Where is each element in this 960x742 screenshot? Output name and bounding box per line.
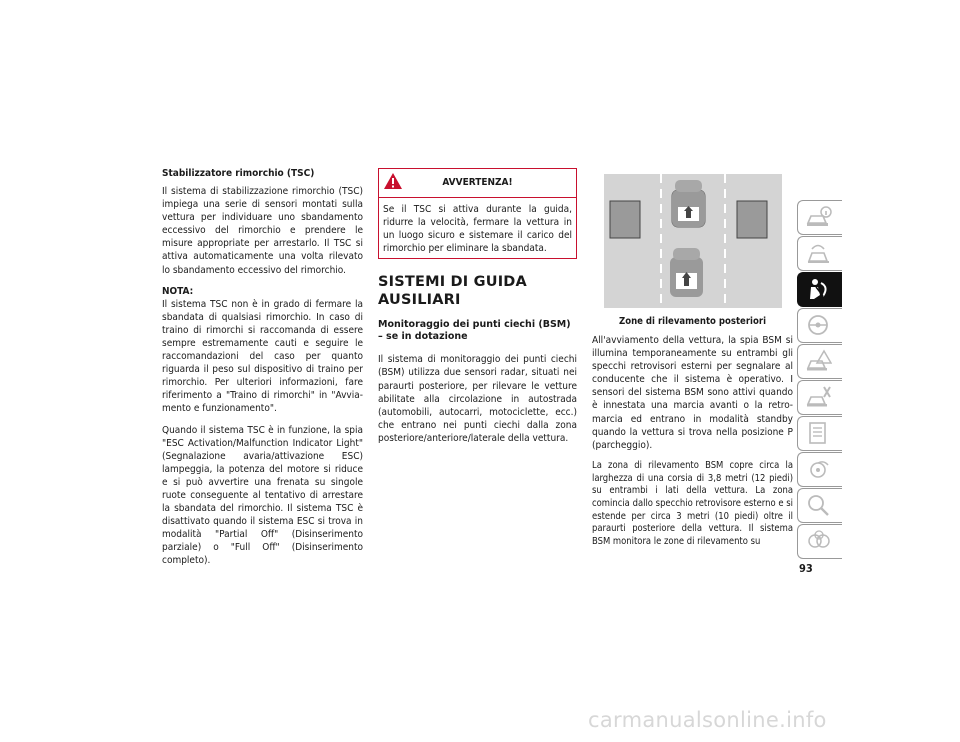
- middle-column: [378, 168, 577, 453]
- car-service-icon: [806, 385, 832, 409]
- section-title: SISTEMI DI GUIDA AUSILIARI: [378, 274, 527, 309]
- steering-wheel-icon: [806, 313, 832, 337]
- warning-header: [379, 169, 576, 198]
- page-number: 93: [799, 562, 813, 575]
- bsm-subsection-title: Monitoraggio dei punti ciechi (BSM) – se in dotazione: [378, 319, 571, 343]
- tab-safety[interactable]: [797, 272, 842, 307]
- search-index-icon: [806, 493, 832, 517]
- tab-dashboard[interactable]: [797, 236, 842, 271]
- note-label: NOTA:: [162, 285, 194, 297]
- note-text: Il sistema TSC non è in grado di fermare la sbandata di qualsiasi rimorchio. In caso di traino di rimorchi si raccomanda di essere sempre estremamente cauti e seguire le raccomandazioni del caso per quanto riguarda il peso sul dispositivo di traino per rimorchio. Per ulteriori informazioni, fare riferimento a "Traino di rimorchi" in "Avviamento e funzionamento".: [162, 298, 363, 415]
- warning-body: [379, 198, 576, 258]
- right-column: [592, 174, 793, 557]
- tab-servicing[interactable]: [797, 380, 842, 415]
- car-info-icon: [806, 205, 832, 229]
- bsm-paragraph: Il sistema di monitoraggio dei punti ciechi (BSM) utilizza due sensori radar, situati nei paraurti posteriore, per rilevare le vetture abilitate alla circolazione in autostrada (automobili, autocarri, motociclette, ecc.) che entrano nei punti ciechi dalla zona posteriore/anteriore/laterale della vettura.: [378, 354, 577, 444]
- specifications-icon: [806, 421, 832, 445]
- detection-zones-figure: [604, 174, 782, 308]
- tab-multimedia[interactable]: [797, 452, 842, 487]
- left-column: [162, 168, 363, 576]
- car-warning-icon: [806, 349, 832, 373]
- warning-box: [378, 168, 577, 259]
- tab-languages[interactable]: [797, 524, 842, 559]
- warning-text: Se il TSC si attiva durante la guida, ridurre la velocità, fermare la vettura in un luogo sicuro e sistemare il carico del rimorchio per eliminare la sbandata.: [383, 204, 572, 255]
- watermark: carmanualsonline.info: [588, 708, 827, 732]
- tsc-paragraph: Il sistema di stabilizzazione rimorchio (TSC) impiega una serie di sensori montati sulla vettura per individuare uno sbandamento eccessivo del rimorchio e prendere le misure appropriate per arrestarlo. Il TSC si attiva automaticamente una volta rilevato lo sbandamento eccessivo del rimorchio.: [162, 186, 363, 276]
- chapter-tabs: [797, 200, 843, 560]
- languages-icon: [806, 529, 832, 553]
- airbag-safety-icon: [806, 277, 832, 301]
- tsc-heading: Stabilizzatore rimorchio (TSC): [162, 168, 315, 179]
- multimedia-icon: [806, 457, 832, 481]
- tsc-function-paragraph: Quando il sistema TSC è in funzione, la spia "ESC Activation/Malfunction Indicator Light" (Segnalazione avaria/attivazione ESC) lampeggia, la potenza del motore si riduce e si può avvertire una frenata su singole ruote conseguente al tentativo di arrestare la sbandata del rimorchio. Il sistema TSC è disattivato quando il sistema ESC si trova in modalità "Partial Off" (Disinserimento parziale) o "Full Off" (Disinserimento completo).: [162, 424, 363, 567]
- bsm-zone-paragraph: La zona di rilevamento BSM copre circa la larghezza di una corsia di 3,8 metri (12 piedi) su entrambi i lati della vettura. La zona comincia dallo specchio retrovisore esterno e si estende per circa 3 metri (10 piedi) oltre il paraurti posteriore della vettura. Il sistema BSM monitora le zone di rilevamento su: [592, 459, 793, 548]
- tab-car-info[interactable]: [797, 200, 842, 235]
- tab-emergency[interactable]: [797, 344, 842, 379]
- car-dashboard-icon: [806, 241, 832, 265]
- warning-title: AVVERTENZA!: [442, 177, 513, 188]
- tab-starting-operating[interactable]: [797, 308, 842, 343]
- tab-index[interactable]: [797, 488, 842, 523]
- bsm-activation-paragraph: All'avviamento della vettura, la spia BSM si illumina temporaneamente su entrambi gli specchi retrovisori esterni per segnalare al conducente che il sistema è operativo. I sensori del sistema BSM sono attivi quando è innestata una marcia avanti o la retromarcia ed entrano in modalità standby quando la vettura si trova nella posizione P (parcheggio).: [592, 335, 793, 451]
- figure-caption: Zone di rilevamento posteriori: [619, 316, 766, 327]
- tab-specifications[interactable]: [797, 416, 842, 451]
